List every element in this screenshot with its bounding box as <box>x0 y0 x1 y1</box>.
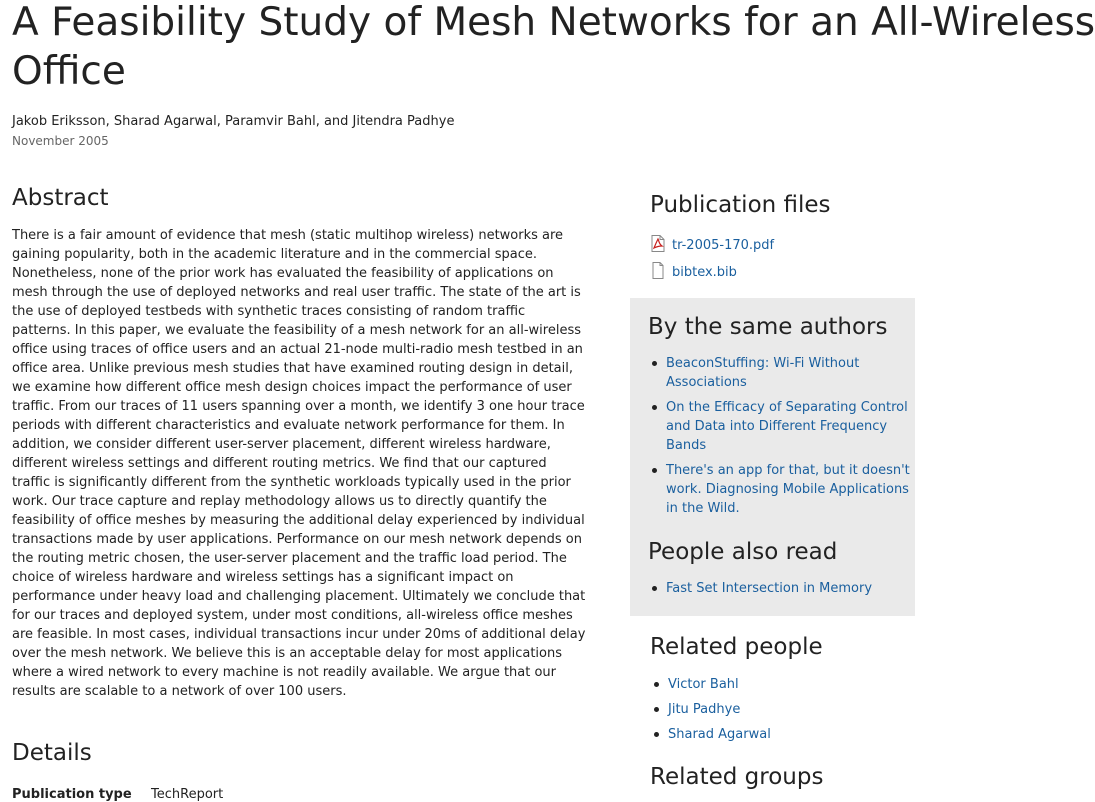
page-title <box>12 0 1095 96</box>
related-person-link-2[interactable]: Jitu Padhye <box>650 700 910 719</box>
pdf-file-icon <box>650 235 666 252</box>
also-read-link-1[interactable]: Fast Set Intersection in Memory <box>648 579 914 598</box>
abstract-text: There is a fair amount of evidence that mesh (static multihop wireless) networks are gaining popularity, both in the academic literature and in the commercial space. Nonetheless, none of the prior work has evaluated the feasibility of applications on mesh through the use of deployed networks and real user traffic. The state of the art is the use of deployed testbeds with synthetic traces consisting of random traffic patterns. In this paper, we evaluate the feasibility of a mesh network for an all-wireless office using traces of office users and an actual 21-node multi-radio mesh testbed in an office area. Unlike previous mesh studies that have examined routing design in detail, we examine how different office mesh design choices impact the performance of user traffic. From our traces of 11 users spanning over a month, we identify 3 one hour trace periods with different characteristics and evaluate network performance for them. In addition, we consider different user-server placement, different wireless hardware, different wireless settings and different routing metrics. We find that our captured traffic is significantly different from the synthetic workloads typically used in the prior work. Our trace capture and replay methodology allows us to directly quantify the feasibility of office meshes by measuring the additional delay experienced by individual transactions made by user applications. Performance on our mesh network depends on the routing metric chosen, the user-server placement and the traffic load period. The choice of wireless hardware and wireless settings has a significant impact on performance under heavy load and challenging placement. Ultimately we conclude that for our traces and deployed system, under most conditions, all-wireless office meshes are feasible. In most cases, individual transactions incur under 20ms of additional delay over the mesh network. We believe this is an acceptable delay for most applications where a wired network to every machine is not readily available. We argue that our results are scalable to a network of over 100 users. <box>12 228 586 699</box>
file-link-pdf[interactable] <box>650 235 774 253</box>
same-authors-link-1[interactable]: BeaconStuffing: Wi-Fi Without Associations <box>648 354 914 392</box>
related-person-link-3[interactable]: Sharad Agarwal <box>650 725 910 744</box>
same-authors-link-2[interactable]: On the Efficacy of Separating Control and Data into Different Frequency Bands <box>648 398 914 455</box>
detail-row-publication-type <box>12 787 223 802</box>
people-also-read-list <box>648 579 914 604</box>
same-authors-link-3[interactable]: There's an app for that, but it doesn't work. Diagnosing Mobile Applications in the Wild. <box>648 461 914 518</box>
page-title-line-2: Office <box>12 49 126 94</box>
related-person-link-1[interactable]: Victor Bahl <box>650 675 910 694</box>
detail-label: Publication type <box>12 787 132 802</box>
file-name-pdf[interactable]: tr-2005-170.pdf <box>672 238 775 253</box>
document-file-icon <box>650 262 666 279</box>
detail-value: TechReport <box>151 787 224 802</box>
file-name-bib[interactable]: bibtex.bib <box>672 265 737 280</box>
file-link-bib[interactable] <box>650 262 737 280</box>
related-people-heading: Related people <box>650 634 823 660</box>
same-authors-heading: By the same authors <box>648 314 888 340</box>
authors: Jakob Eriksson, Sharad Agarwal, Paramvir Bahl, and Jitendra Padhye <box>12 114 455 129</box>
same-authors-list <box>648 354 914 524</box>
publication-files-heading: Publication files <box>650 192 831 218</box>
page-title-line-1: A Feasibility Study of Mesh Networks for an All-Wireless <box>12 0 1095 45</box>
abstract-heading: Abstract <box>12 185 109 211</box>
related-groups-heading: Related groups <box>650 764 824 790</box>
details-heading: Details <box>12 740 92 766</box>
publication-date: November 2005 <box>12 134 109 148</box>
related-people-list <box>650 675 910 750</box>
people-also-read-heading: People also read <box>648 539 838 565</box>
